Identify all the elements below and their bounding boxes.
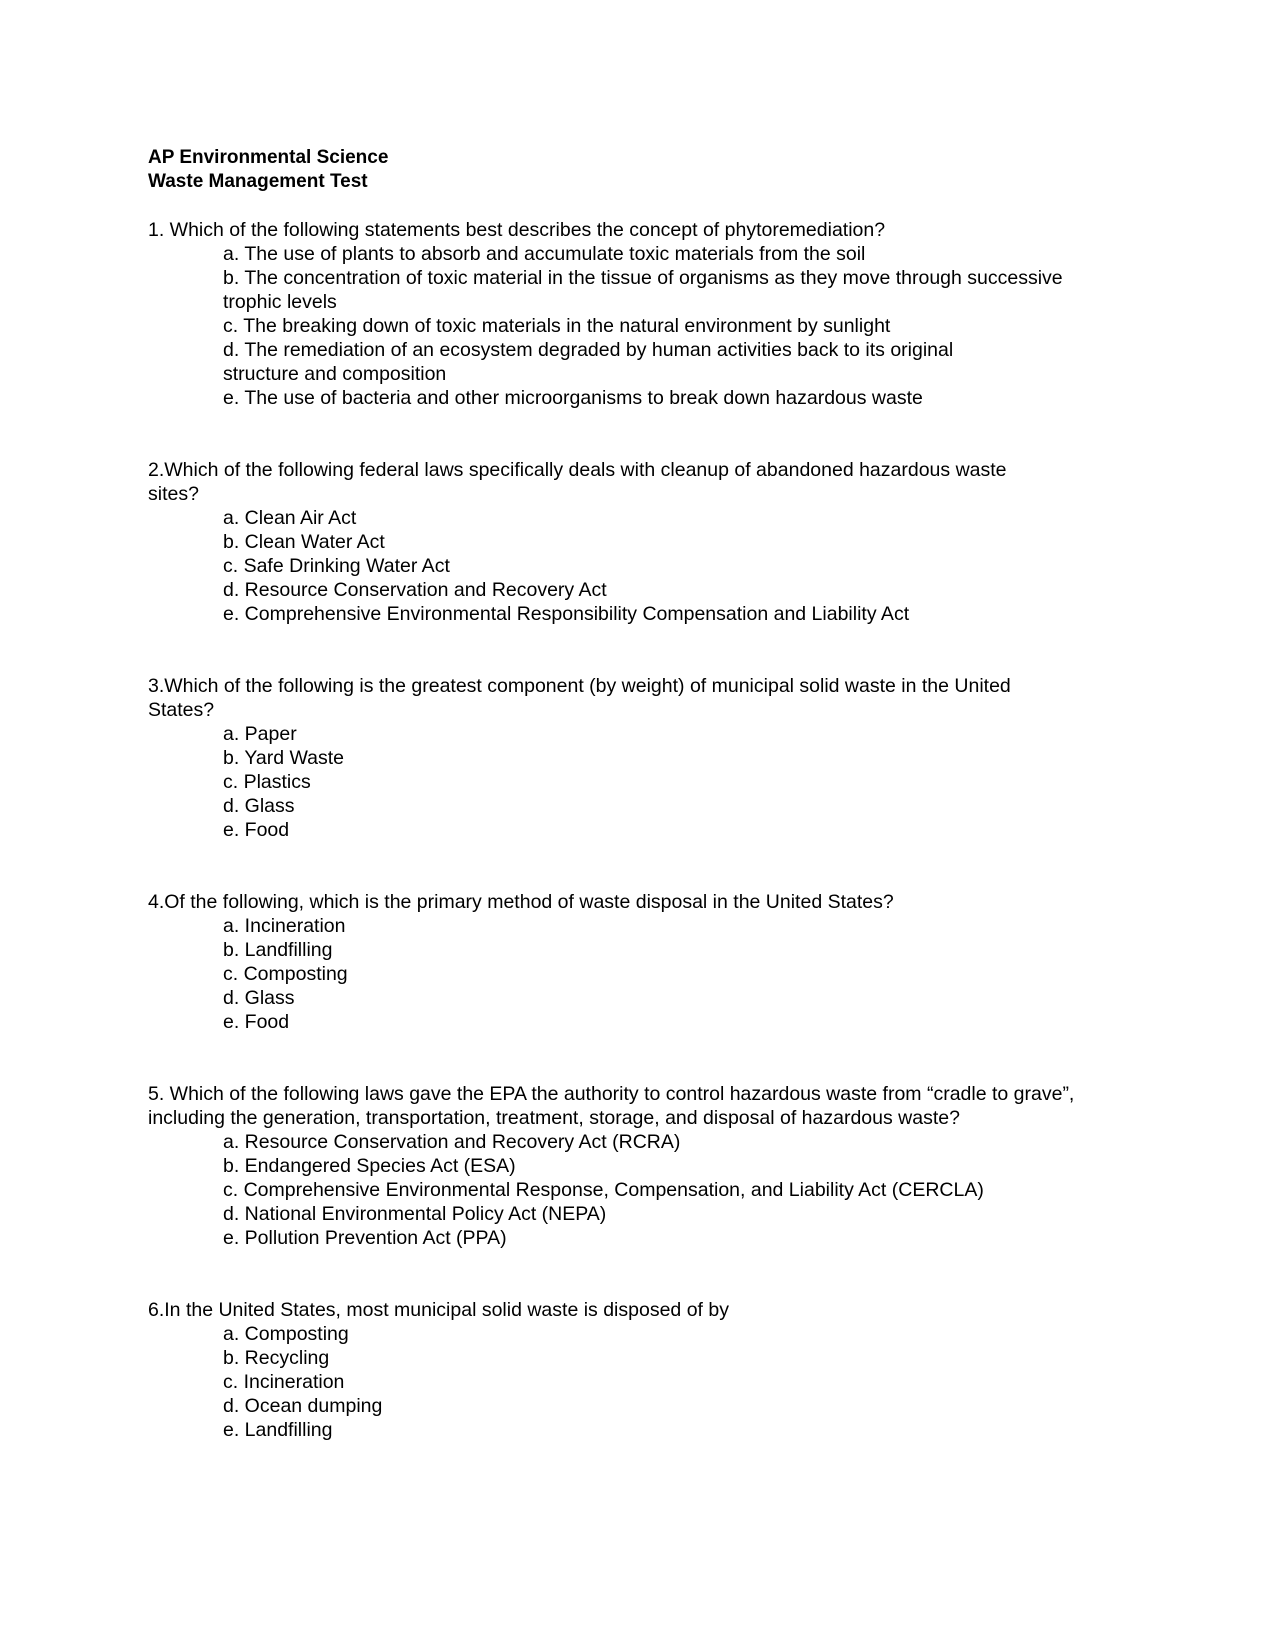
option-e: e. Landfilling [223,1419,333,1441]
question-text: 6.In the United States, most municipal solid waste is disposed of by [148,1299,729,1321]
question-text: 3.Which of the following is the greatest component (by weight) of municipal solid waste in the United States? [148,675,1011,721]
option-c: c. The breaking down of toxic materials in the natural environment by sunlight [223,315,891,337]
option-list [148,1130,1148,1250]
option-c: c. Incineration [223,1371,345,1393]
question-text: 5. Which of the following laws gave the EPA the authority to control hazardous waste from “cradle to grave”, including the generation, transportation, treatment, storage, and disposal of hazardous waste? [148,1083,1075,1129]
option-e: e. Comprehensive Environmental Responsibility Compensation and Liability Act [223,603,910,625]
option-b: b. Endangered Species Act (ESA) [223,1155,516,1177]
test-title: Waste Management Test [148,171,368,192]
option-e: e. Food [223,1011,290,1033]
question-1 [148,218,1148,410]
option-e: e. The use of bacteria and other microorganisms to break down hazardous waste [223,387,923,409]
question-6 [148,1298,1148,1442]
option-c: c. Plastics [223,771,311,793]
question-text: 4.Of the following, which is the primary method of waste disposal in the United States? [148,891,894,913]
option-a: a. Composting [223,1323,349,1345]
question-text: 1. Which of the following statements best describes the concept of phytoremediation? [148,219,886,241]
option-d: d. Glass [223,795,295,817]
question-3 [148,674,1148,842]
option-c: c. Composting [223,963,348,985]
option-d: d. National Environmental Policy Act (NEPA) [223,1203,607,1225]
question-5 [148,1082,1148,1250]
option-d: d. Ocean dumping [223,1395,383,1417]
option-e: e. Food [223,819,290,841]
option-a: a. Paper [223,723,297,745]
option-b: b. Clean Water Act [223,531,385,553]
option-e: e. Pollution Prevention Act (PPA) [223,1227,507,1249]
option-b: b. Recycling [223,1347,330,1369]
option-list [148,914,1148,1034]
header [148,146,1148,194]
course-title: AP Environmental Science [148,147,389,168]
option-b: b. Yard Waste [223,747,345,769]
option-d: d. The remediation of an ecosystem degraded by human activities back to its original structure and composition [223,339,954,385]
option-d: d. Glass [223,987,295,1009]
option-c: c. Comprehensive Environmental Response, Compensation, and Liability Act (CERCLA) [223,1179,984,1201]
option-c: c. Safe Drinking Water Act [223,555,450,577]
option-b: b. The concentration of toxic material in the tissue of organisms as they move through successive trophic levels [223,267,1063,313]
question-4 [148,890,1148,1034]
option-a: a. Clean Air Act [223,507,357,529]
option-a: a. Resource Conservation and Recovery Act (RCRA) [223,1131,681,1153]
option-list [148,242,1148,410]
option-d: d. Resource Conservation and Recovery Act [223,579,607,601]
option-a: a. The use of plants to absorb and accumulate toxic materials from the soil [223,243,866,265]
option-b: b. Landfilling [223,939,333,961]
option-list [148,506,1148,626]
option-list [148,722,1148,842]
test-page [148,146,1148,1490]
option-a: a. Incineration [223,915,346,937]
question-text: 2.Which of the following federal laws specifically deals with cleanup of abandoned hazardous waste sites? [148,459,1007,505]
question-2 [148,458,1148,626]
option-list [148,1322,1148,1442]
